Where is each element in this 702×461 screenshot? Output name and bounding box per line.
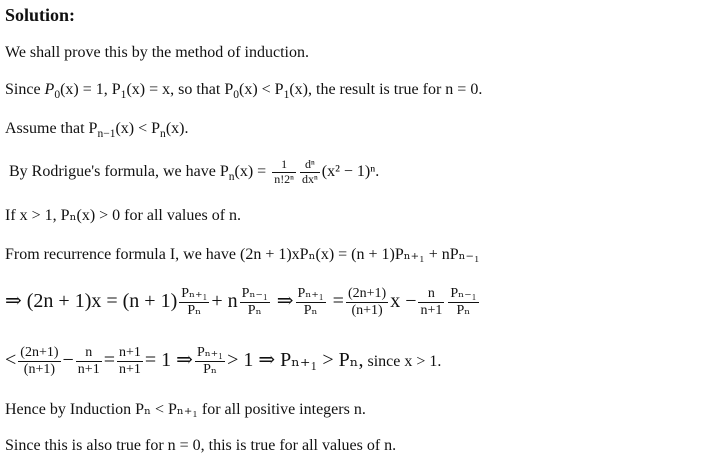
fraction xyxy=(240,286,270,319)
math-fragment: (x) = xyxy=(234,162,271,180)
text-line-7 xyxy=(5,286,481,319)
denominator: n!2ⁿ xyxy=(274,171,294,186)
subscript: n xyxy=(228,171,235,184)
numerator: Pₙ₋₁ xyxy=(448,286,478,303)
numerator: n xyxy=(418,286,444,303)
math-fragment: ⇒ xyxy=(276,290,294,313)
math-fragment: = 1 ⇒ xyxy=(144,349,193,372)
fraction xyxy=(117,345,143,378)
subscript: 1 xyxy=(283,89,290,102)
math-symbol: P xyxy=(44,81,55,98)
denominator: Pₙ xyxy=(187,303,202,319)
fraction xyxy=(346,286,388,319)
subscript: n−1 xyxy=(97,128,116,141)
denominator: Pₙ xyxy=(303,303,318,319)
math-fragment: (x). xyxy=(165,120,189,137)
text-line-6: From recurrence formula I, we have (2n + 1)xPₙ(x) = (n + 1)Pₙ₊₁ + nPₙ₋₁ xyxy=(5,246,480,263)
math-fragment: (x) < P xyxy=(239,81,284,98)
denominator: n+1 xyxy=(420,303,443,319)
denominator: Pₙ xyxy=(247,303,262,319)
denominator: Pₙ xyxy=(203,362,217,378)
subscript: 0 xyxy=(54,89,61,102)
text-fragment: By Rodrigue's formula, we have P xyxy=(9,162,229,180)
denominator: n+1 xyxy=(77,362,100,378)
text-line-3 xyxy=(5,119,188,139)
fraction xyxy=(76,345,102,378)
text-line-10: Since this is also true for n = 0, this is true for all values of n. xyxy=(5,437,397,454)
math-fragment: + n xyxy=(211,290,238,313)
numerator: Pₙ₊₁ xyxy=(195,345,225,362)
fraction xyxy=(448,286,478,319)
numerator: n+1 xyxy=(117,345,143,362)
subscript: 0 xyxy=(233,89,239,102)
numerator: (2n+1) xyxy=(18,345,60,362)
numerator: 1 xyxy=(272,158,296,173)
fraction xyxy=(18,345,60,378)
numerator: Pₙ₊₁ xyxy=(179,286,209,303)
denominator: dxⁿ xyxy=(301,171,318,186)
math-fragment: = xyxy=(103,349,115,372)
fraction xyxy=(296,286,326,319)
numerator: n xyxy=(76,345,102,362)
math-fragment: since x > 1. xyxy=(363,353,442,371)
numerator: dⁿ xyxy=(300,158,320,173)
math-fragment: (x² − 1)ⁿ. xyxy=(321,162,380,180)
solution-title: Solution: xyxy=(5,5,76,25)
subscript: n xyxy=(160,128,166,141)
math-fragment: − xyxy=(62,349,74,372)
numerator: Pₙ₋₁ xyxy=(240,286,270,303)
denominator: n+1 xyxy=(118,362,141,378)
denominator: (n+1) xyxy=(351,303,383,319)
fraction xyxy=(179,286,209,319)
text-line-5: If x > 1, Pₙ(x) > 0 for all values of n. xyxy=(5,207,242,224)
math-fragment: (x) = x, so that P xyxy=(126,81,234,98)
math-fragment: x − xyxy=(390,290,417,313)
text-line-1: We shall prove this by the method of induction. xyxy=(5,44,309,61)
fraction xyxy=(300,158,320,187)
fraction xyxy=(272,158,296,187)
text-line-2 xyxy=(5,80,482,100)
denominator: (n+1) xyxy=(23,362,56,378)
fraction xyxy=(418,286,444,319)
text-fragment: Since xyxy=(5,81,45,98)
text-line-8 xyxy=(5,345,441,378)
math-fragment: ⇒ (2n + 1)x = (n + 1) xyxy=(5,290,178,313)
numerator: (2n+1) xyxy=(346,286,388,303)
fraction xyxy=(195,345,225,378)
text-line-4 xyxy=(9,158,379,187)
text-line-9: Hence by Induction Pₙ < Pₙ₊₁ for all positive integers n. xyxy=(5,401,366,418)
subscript: 1 xyxy=(120,89,127,102)
math-fragment: (x) = 1, P xyxy=(60,81,121,98)
math-fragment: < xyxy=(5,349,17,372)
math-fragment: > 1 ⇒ Pₙ₊₁ > Pₙ, xyxy=(227,349,364,372)
math-fragment: = xyxy=(332,290,344,313)
denominator: Pₙ xyxy=(456,303,471,319)
text-fragment: Assume that P xyxy=(5,120,98,137)
numerator: Pₙ₊₁ xyxy=(296,286,326,303)
math-fragment: (x), the result is true for n = 0. xyxy=(289,81,483,98)
math-fragment: (x) < P xyxy=(115,120,161,137)
